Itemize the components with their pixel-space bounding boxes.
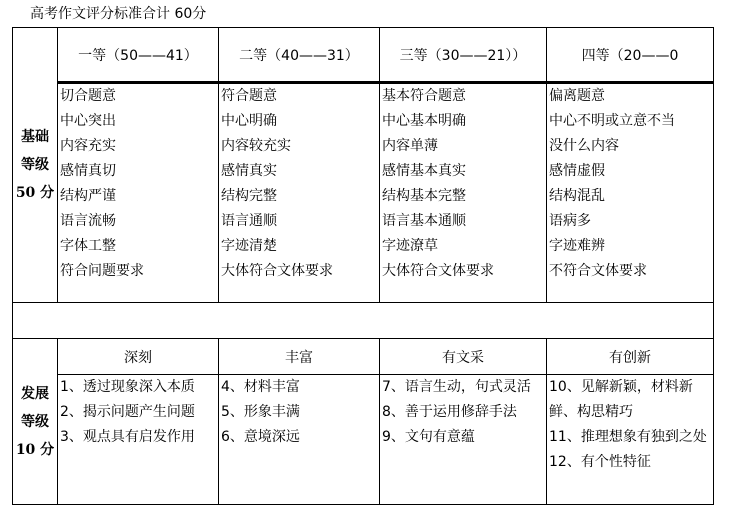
dev-criteria-cell (547, 375, 714, 505)
basic-criteria-cell (219, 83, 380, 303)
dev-criteria-cell (219, 375, 380, 505)
basic-grade-header: 四等（20——0 (547, 28, 714, 83)
criterion: 不符合文体要求 (549, 263, 647, 279)
criterion: 中心不明或立意不当 (549, 113, 675, 129)
criterion: 偏离题意 (549, 88, 605, 104)
criterion: 1、透过现象深入本质 (60, 379, 195, 395)
dev-category-header: 有文采 (380, 339, 547, 375)
basic-header-row (13, 28, 714, 83)
basic-grade-header: 一等（50——41） (58, 28, 219, 83)
dev-header-row (13, 339, 714, 375)
criterion: 语言流畅 (60, 213, 116, 229)
dev-label-line: 发展 (21, 385, 49, 402)
criterion: 11、推理想象有独到之处 (549, 429, 707, 445)
criterion: 语言基本通顺 (382, 213, 466, 229)
criterion: 结构严谨 (60, 188, 116, 204)
dev-label-line: 等级 (21, 413, 49, 430)
criterion: 结构完整 (221, 188, 277, 204)
criterion: 感情虚假 (549, 163, 605, 179)
scoring-table (12, 27, 714, 505)
criterion: 符合题意 (221, 88, 277, 104)
page-title: 高考作文评分标准合计 60分 (30, 6, 207, 22)
criterion: 5、形象丰满 (221, 404, 300, 420)
criterion: 感情真实 (221, 163, 277, 179)
dev-label-line: 10 分 (15, 441, 55, 458)
dev-criteria-cell (58, 375, 219, 505)
criterion: 感情基本真实 (382, 163, 466, 179)
criterion: 内容充实 (60, 138, 116, 154)
criterion: 7、语言生动，句式灵活 (382, 379, 531, 395)
criterion: 9、文句有意蕴 (382, 429, 475, 445)
basic-criteria-cell (380, 83, 547, 303)
basic-criteria-row (13, 83, 714, 303)
criterion: 结构混乱 (549, 188, 605, 204)
dev-category-header: 有创新 (547, 339, 714, 375)
criterion: 字体工整 (60, 238, 116, 254)
criterion: 12、有个性特征 (549, 454, 651, 470)
criterion: 基本符合题意 (382, 88, 466, 104)
dev-category-header: 深刻 (58, 339, 219, 375)
dev-category-header: 丰富 (219, 339, 380, 375)
criterion: 切合题意 (60, 88, 116, 104)
criterion: 符合问题要求 (60, 263, 144, 279)
basic-label-line: 基础 (21, 129, 49, 145)
basic-label-line: 50 分 (15, 185, 55, 201)
criterion: 2、揭示问题产生问题 (60, 404, 195, 420)
criterion: 中心突出 (60, 113, 116, 129)
basic-criteria-cell (58, 83, 219, 303)
criterion: 感情真切 (60, 163, 116, 179)
dev-criteria-cell (380, 375, 547, 505)
criterion: 大体符合文体要求 (382, 263, 494, 279)
criterion: 字迹潦草 (382, 238, 438, 254)
criterion: 8、善于运用修辞手法 (382, 404, 517, 420)
basic-grade-header: 三等（30——21）） (380, 28, 547, 83)
criterion: 语言通顺 (221, 213, 277, 229)
criterion: 10、见解新颖，材料新鲜、构思精巧 (549, 379, 693, 420)
criterion: 中心明确 (221, 113, 277, 129)
criterion: 6、意境深远 (221, 429, 300, 445)
criterion: 内容较充实 (221, 138, 291, 154)
criterion: 大体符合文体要求 (221, 263, 333, 279)
criterion: 结构基本完整 (382, 188, 466, 204)
criterion: 语病多 (549, 213, 591, 229)
criterion: 字迹难辨 (549, 238, 605, 254)
separator-cell (13, 303, 714, 339)
basic-criteria-cell (547, 83, 714, 303)
separator-row (13, 303, 714, 339)
criterion: 内容单薄 (382, 138, 438, 154)
basic-label-line: 等级 (21, 157, 49, 173)
criterion: 中心基本明确 (382, 113, 466, 129)
criterion: 3、观点具有启发作用 (60, 429, 195, 445)
dev-criteria-row (13, 375, 714, 505)
criterion: 没什么内容 (549, 138, 619, 154)
basic-level-label (13, 28, 58, 303)
dev-level-label (13, 339, 58, 505)
criterion: 字迹清楚 (221, 238, 277, 254)
criterion: 4、材料丰富 (221, 379, 300, 395)
basic-grade-header: 二等（40——31） (219, 28, 380, 83)
